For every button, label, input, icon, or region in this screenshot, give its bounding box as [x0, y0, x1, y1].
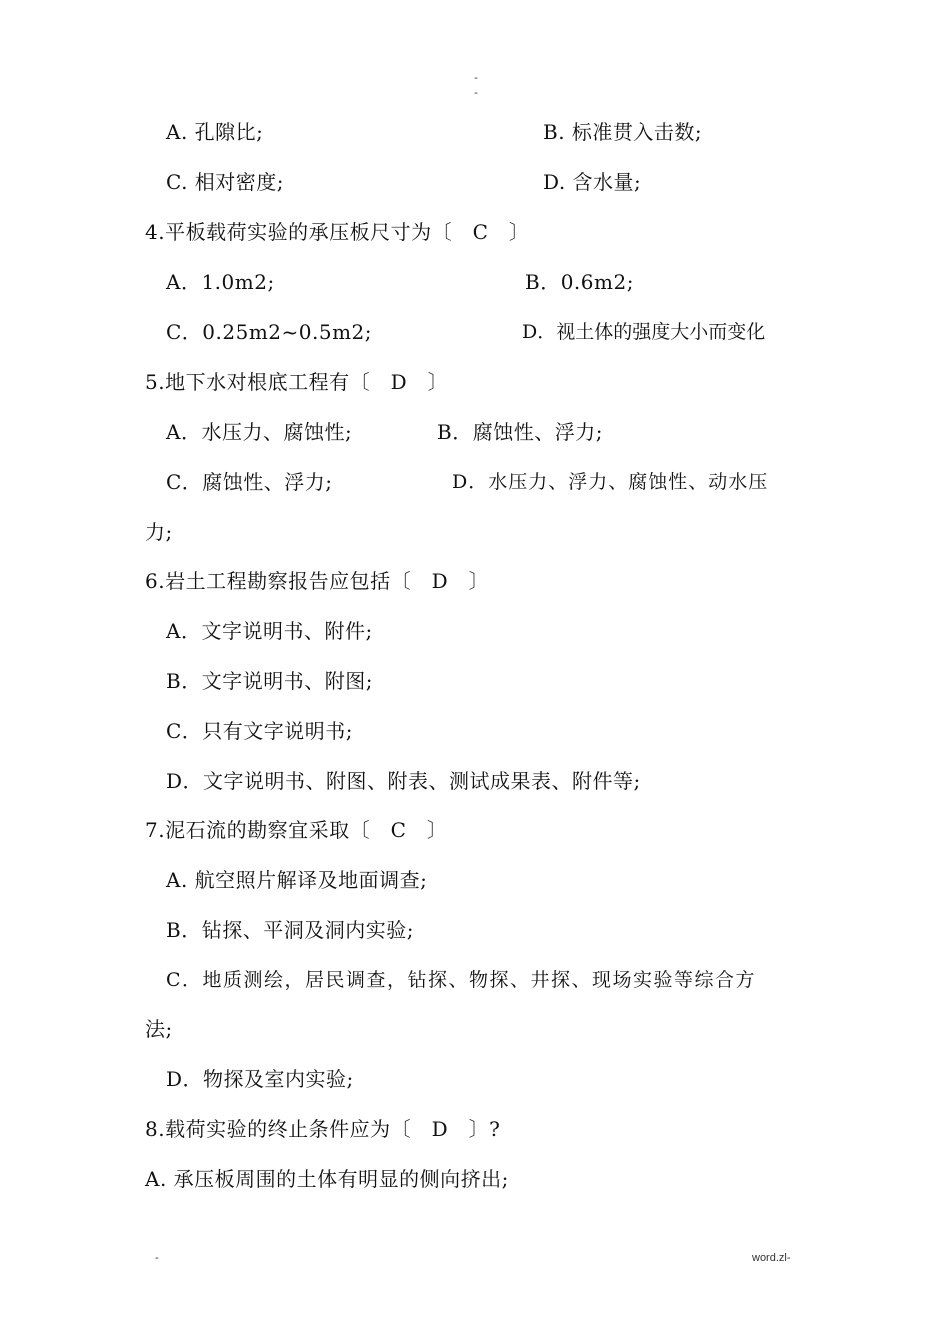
option-text: B．文字说明书、附图; [166, 669, 373, 693]
option-text: C．0.25m2~0.5m2; [166, 320, 373, 344]
question-text: 7.泥石流的勘察宜采取〔 C 〕 [145, 818, 448, 842]
option-text: B. 标准贯入击数; [543, 120, 703, 144]
option-text-continuation: 法; [145, 1017, 173, 1041]
header-mark: - [474, 87, 478, 99]
option-text: A．1.0m2; [166, 270, 275, 294]
option-text: B．钻探、平洞及洞内实验; [166, 918, 414, 942]
option-text: D. 含水量; [543, 170, 642, 194]
option-text: C．只有文字说明书; [166, 719, 354, 743]
question-text: 6.岩土工程勘察报告应包括〔 D 〕 [145, 569, 490, 593]
header-mark: - [474, 72, 478, 84]
question-text: 4.平板载荷实验的承压板尺寸为〔 C 〕 [145, 220, 530, 244]
option-text: D．视土体的强度大小而变化 [522, 321, 766, 343]
option-text: D．水压力、浮力、腐蚀性、动水压 [452, 471, 769, 493]
option-text: C. 相对密度; [166, 170, 285, 194]
option-text: C．腐蚀性、浮力; [166, 470, 333, 494]
footer-left: - [155, 1252, 159, 1264]
option-text: A．水压力、腐蚀性; [166, 420, 353, 444]
option-text: B．腐蚀性、浮力; [437, 420, 603, 444]
question-text: 5.地下水对根底工程有〔 D 〕 [145, 370, 449, 394]
footer-right: word.zl- [752, 1252, 791, 1264]
option-text: A. 孔隙比; [166, 120, 264, 144]
option-text: C．地质测绘，居民调查，钻探、物探、井探、现场实验等综合方 [166, 969, 757, 991]
option-text-continuation: 力; [145, 520, 173, 544]
option-text: A．文字说明书、附件; [166, 619, 373, 643]
option-text: A. 承压板周围的土体有明显的侧向挤出; [145, 1167, 509, 1191]
option-text: B．0.6m2; [525, 270, 634, 294]
option-text: A. 航空照片解译及地面调查; [166, 868, 428, 892]
option-text: D．物探及室内实验; [166, 1067, 354, 1091]
option-text: D．文字说明书、附图、附表、测试成果表、附件等; [166, 769, 641, 793]
question-text: 8.载荷实验的终止条件应为〔 D 〕? [145, 1117, 501, 1141]
